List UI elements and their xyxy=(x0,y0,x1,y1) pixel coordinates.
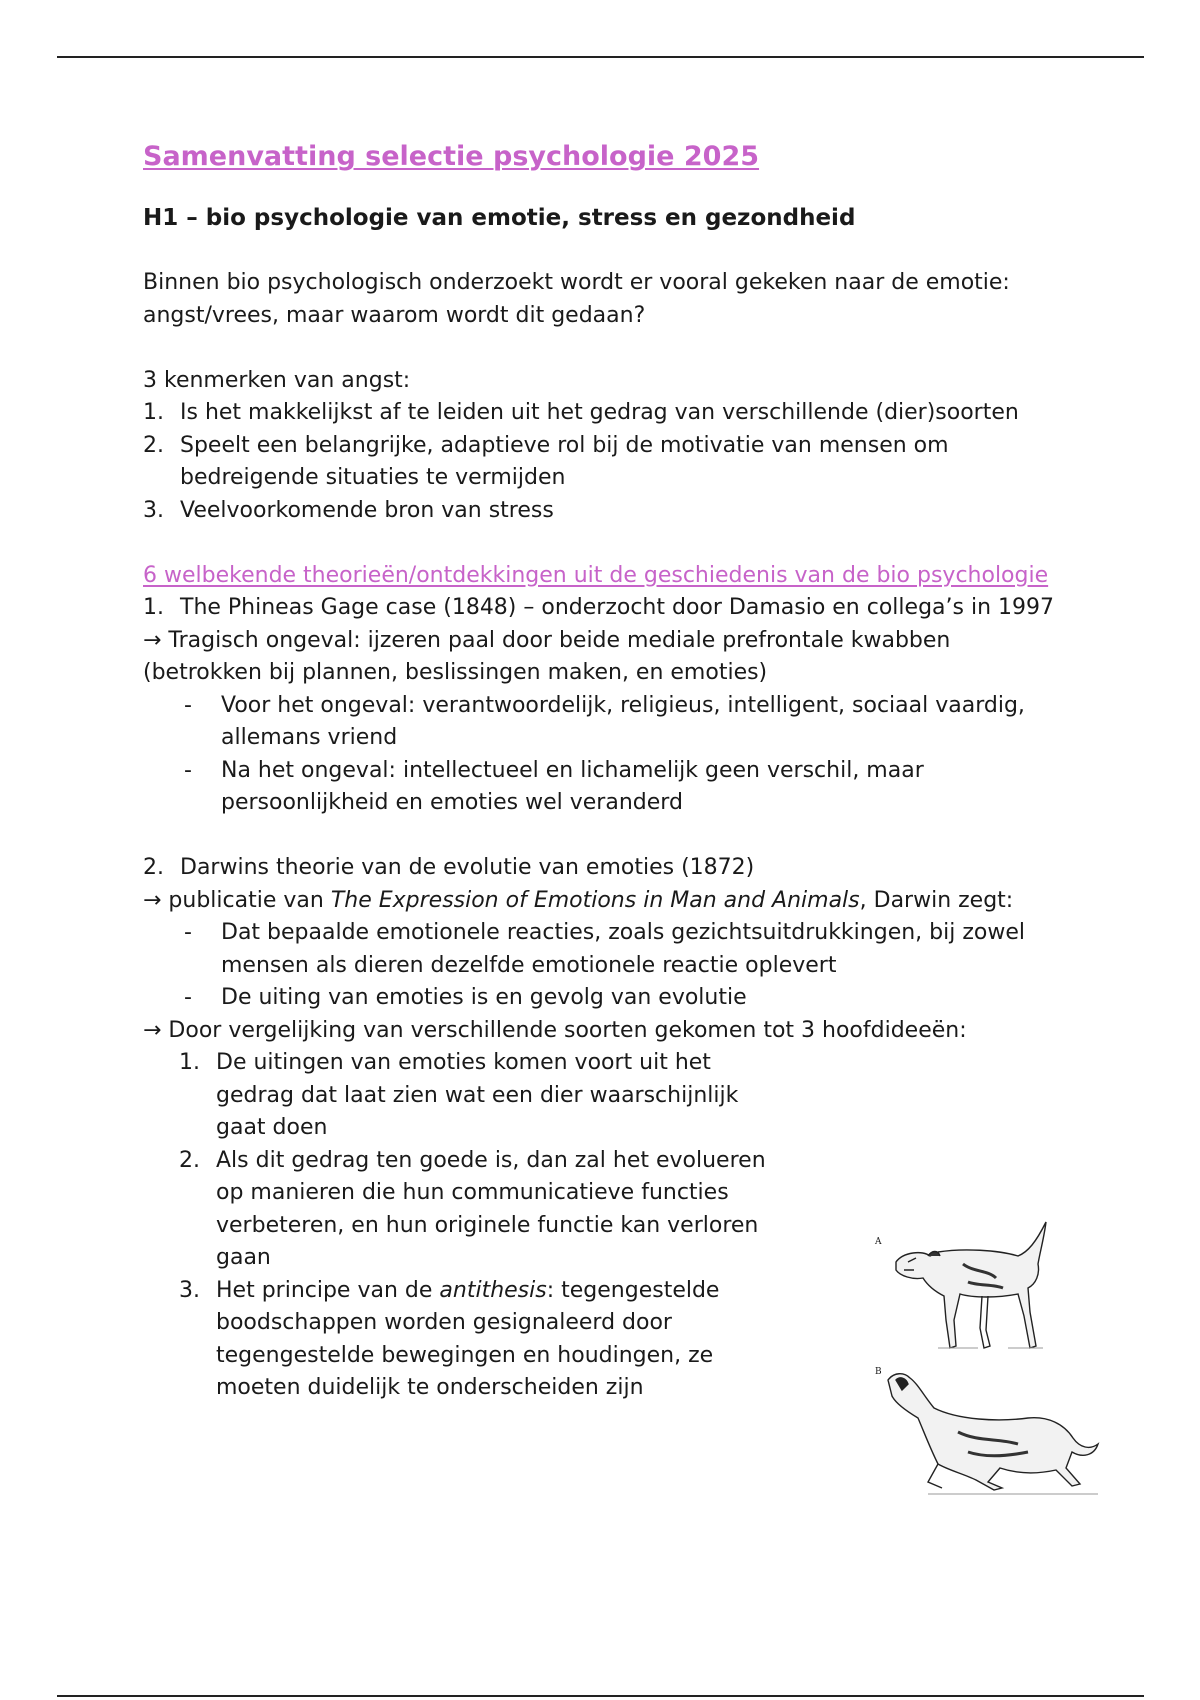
list-number: 3. xyxy=(143,497,164,523)
idea3-suffix: : tegengestelde boodschappen worden gesignaleerd door tegengestelde bewegingen en houdingen, ze moeten duidelijk te onderscheiden zijn xyxy=(216,1277,720,1400)
list-text xyxy=(216,1275,779,1405)
darwin-item xyxy=(143,852,1063,885)
antithesis-term: antithesis xyxy=(439,1277,547,1303)
dog-drawings xyxy=(868,1212,1113,1512)
list-item xyxy=(179,1047,779,1145)
chapter-heading: H1 – bio psychologie van emotie, stress en gezondheid xyxy=(143,205,856,231)
list-text: Speelt een belangrijke, adaptieve rol bij de motivatie van mensen om bedreigende situaties te vermijden xyxy=(180,432,949,490)
dash-marker: - xyxy=(184,920,192,945)
list-number: 3. xyxy=(179,1277,200,1303)
list-number: 1. xyxy=(179,1050,200,1075)
list-text: De uitingen van emoties komen voort uit het gedrag dat laat zien wat een dier waarschijnlijk gaat doen xyxy=(216,1050,739,1140)
hostile-dog-drawing xyxy=(896,1222,1046,1348)
phineas-arrow-text: → Tragisch ongeval: ijzeren paal door beide mediale prefrontale kwabben (betrokken bij plannen, beslissingen maken, en emoties) xyxy=(143,627,951,685)
darwin-dog-illustration xyxy=(868,1212,1113,1512)
list-item xyxy=(143,495,1063,528)
list-number: 2. xyxy=(179,1147,200,1173)
document-title: Samenvatting selectie psychologie 2025 xyxy=(143,141,760,172)
bottom-rule xyxy=(57,1695,1144,1697)
book-title: The Expression of Emotions in Man and Animals xyxy=(330,887,860,913)
phineas-item xyxy=(143,592,1063,625)
bullet-text: Na het ongeval: intellectueel en lichamelijk geen verschil, maar persoonlijkheid en emoties wel veranderd xyxy=(221,757,924,815)
darwin-arrow-prefix: → publicatie van xyxy=(143,887,331,913)
list-number: 1. xyxy=(143,595,164,620)
figure-label-a: A xyxy=(875,1237,882,1247)
bullet-text: Voor het ongeval: verantwoordelijk, religieus, intelligent, sociaal vaardig, allemans vriend xyxy=(221,692,1025,750)
features-heading: 3 kenmerken van angst: xyxy=(143,367,411,393)
dash-marker: - xyxy=(184,757,192,783)
list-number: 2. xyxy=(143,855,164,880)
ideas-intro: → Door vergelijking van verschillende soorten gekomen tot 3 hoofdideeën: xyxy=(143,1017,967,1043)
intro-paragraph: Binnen bio psychologisch onderzoekt wordt er vooral gekeken naar de emotie: angst/vrees, maar waarom wordt dit gedaan? xyxy=(143,270,1010,328)
list-text: Is het makkelijkst af te leiden uit het gedrag van verschillende (dier)soorten xyxy=(180,400,1019,425)
dash-marker: - xyxy=(184,692,192,718)
figure-label-b: B xyxy=(875,1367,882,1377)
bullet-item xyxy=(143,690,1063,755)
phineas-title: The Phineas Gage case (1848) – onderzocht door Damasio en collega’s in 1997 xyxy=(180,595,1054,620)
bullet-text: Dat bepaalde emotionele reacties, zoals gezichtsuitdrukkingen, bij zowel mensen als dieren dezelfde emotionele reactie oplevert xyxy=(221,920,1025,978)
dash-marker: - xyxy=(184,985,192,1010)
idea3-prefix: Het principe van de xyxy=(216,1277,440,1303)
list-number: 1. xyxy=(143,400,164,425)
features-list xyxy=(143,397,1063,527)
bullet-item xyxy=(143,755,1063,820)
list-item xyxy=(143,430,1063,495)
list-item xyxy=(143,397,1063,430)
ideas-list xyxy=(143,1047,779,1405)
theories-heading-link[interactable]: 6 welbekende theorieën/ontdekkingen uit de geschiedenis van de bio psychologie xyxy=(143,562,1049,588)
darwin-arrow-text xyxy=(143,885,1063,918)
darwin-arrow-suffix: , Darwin zegt: xyxy=(859,887,1014,913)
bullet-item xyxy=(143,917,1063,982)
bullet-item xyxy=(143,982,1063,1015)
submissive-dog-drawing xyxy=(888,1374,1098,1494)
darwin-title: Darwins theorie van de evolutie van emoties (1872) xyxy=(180,855,755,880)
list-text: Als dit gedrag ten goede is, dan zal het evolueren op manieren die hun communicatieve functies verbeteren, en hun originele functie kan verloren gaan xyxy=(216,1147,766,1270)
list-text: Veelvoorkomende bron van stress xyxy=(180,497,554,523)
list-item xyxy=(179,1275,779,1405)
bullet-text: De uiting van emoties is en gevolg van evolutie xyxy=(221,985,747,1010)
list-number: 2. xyxy=(143,432,164,458)
list-item xyxy=(179,1145,779,1275)
top-rule xyxy=(57,56,1144,58)
